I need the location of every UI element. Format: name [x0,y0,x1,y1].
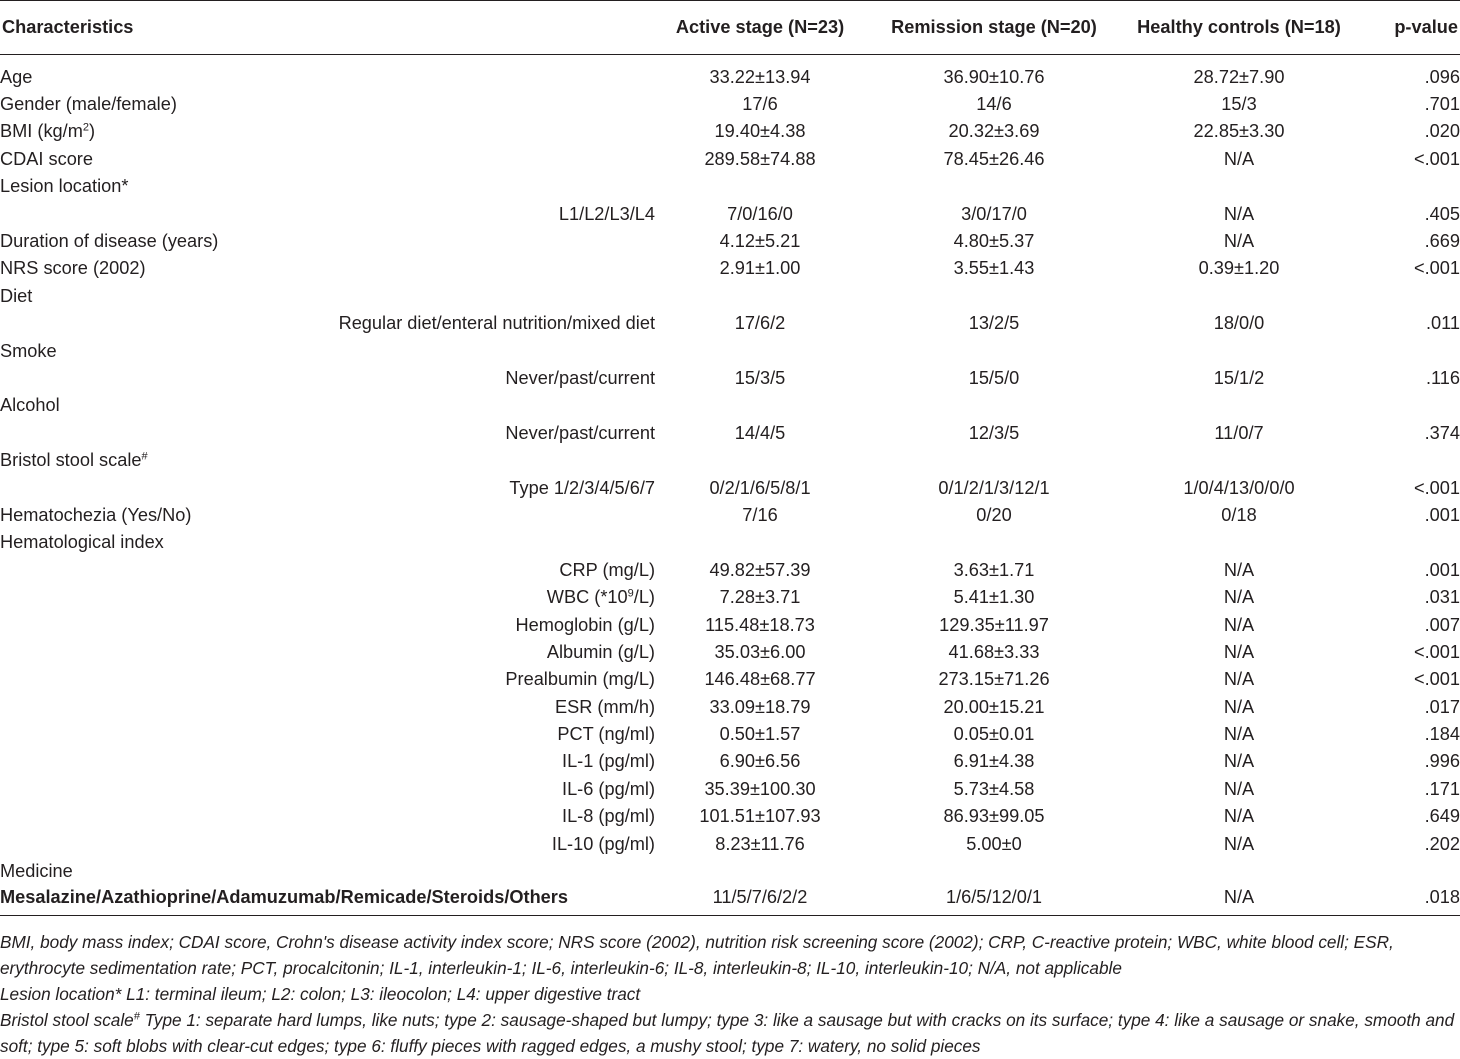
cell-pvalue: .996 [1424,751,1460,772]
row-sublabel: Albumin (g/L) [546,641,655,662]
cell-active: 35.03±6.00 [714,641,806,662]
cell-pvalue: .001 [1424,504,1460,525]
col-header-remission: Remission stage (N=20) [865,1,1123,55]
row-label: Gender (male/female) [0,94,177,115]
cell-active: 15/3/5 [734,368,786,388]
cell-active: 33.22±13.94 [709,66,811,87]
cell-pvalue: .649 [1424,806,1460,827]
table-row-group-header [0,447,1460,474]
cell-remission: 0/20 [976,504,1012,525]
table-row [0,255,1460,282]
cell-active: 17/6/2 [734,313,786,334]
group-label: Lesion location* [0,176,129,197]
cell-healthy: N/A [1223,696,1255,717]
cell-pvalue: .018 [1355,885,1460,916]
cell-remission: 36.90±10.76 [943,66,1045,87]
cell-active: 7/0/16/0 [727,203,793,224]
cell-healthy: 11/0/7 [1214,422,1264,443]
table-row [0,200,1460,227]
table-row [0,145,1460,172]
cell-pvalue: .184 [1424,724,1460,745]
superscript: 2 [82,121,89,134]
cell-healthy: N/A [1223,148,1255,169]
cell-active: 6.90±6.56 [719,751,801,772]
cell-remission: 13/2/5 [968,313,1020,334]
cell-pvalue: .031 [1424,587,1460,608]
footnote-abbreviations: BMI, body mass index; CDAI score, Crohn's disease activity index score; NRS score (2002), nutrition risk screening score (2002); CRP, C-reactive protein; WBC, white blood cell; ESR, erythrocyte sedimentation rate; PCT, procalcitonin; IL-1, interleukin-1; IL-6, interleukin-6; IL-8, interleukin-8; IL-10, interleukin-10; N/A, not applicable [0,932,1394,978]
table-row-group-header [0,173,1460,200]
footnote-bristol [0,1007,1460,1059]
table-row [0,227,1460,254]
table-row [0,748,1460,775]
row-label: Mesalazine/Azathioprine/Adamuzumab/Remicade/Steroids/Others [0,885,655,916]
cell-healthy: 15/3 [1221,94,1257,115]
cell-healthy: 28.72±7.90 [1193,66,1285,87]
cell-remission: 0.05±0.01 [953,724,1035,745]
cell-pvalue: .701 [1424,94,1460,115]
cell-active: 8.23±11.76 [715,833,805,854]
row-label-text: WBC (*10 [546,587,628,608]
cell-active: 2.91±1.00 [719,258,801,279]
table-row [0,830,1460,857]
cell-remission: 5.00±0 [966,833,1022,854]
cell-pvalue: .096 [1424,66,1460,87]
col-header-healthy: Healthy controls (N=18) [1123,1,1355,55]
cell-healthy: 0/18 [1221,504,1257,525]
row-label: CDAI score [0,148,93,169]
table-row [0,55,1460,91]
group-label: Alcohol [0,395,60,416]
row-sublabel: L1/L2/L3/L4 [558,203,655,224]
cell-remission: 0/1/2/1/3/12/1 [938,477,1050,498]
cell-pvalue: .405 [1424,203,1460,224]
cell-remission: 5.41±1.30 [953,587,1035,608]
row-sublabel: IL-1 (pg/ml) [562,751,655,772]
cell-active: 0.50±1.57 [719,724,801,745]
table-row-group-header [0,392,1460,419]
cell-active: 4.12±5.21 [719,231,801,252]
table-row [0,584,1460,611]
cell-active: 7/16 [742,504,778,525]
cell-active: 7.28±3.71 [719,587,801,608]
cell-active: 19.40±4.38 [714,121,806,142]
row-label-text: BMI (kg/m [0,121,83,142]
cell-pvalue: .116 [1425,368,1460,388]
footnote-lesion: Lesion location* L1: terminal ileum; L2: colon; L3: ileocolon; L4: upper digestive tract [0,984,641,1004]
table-footnotes [0,929,1460,1059]
cell-remission: 20.00±15.21 [943,696,1045,717]
cell-healthy: 22.85±3.30 [1193,121,1285,142]
cell-pvalue: .017 [1424,696,1460,717]
table-row [0,501,1460,528]
group-label: Smoke [0,340,57,361]
group-label: Medicine [0,861,73,882]
cell-healthy: 18/0/0 [1213,313,1265,334]
row-sublabel [0,584,655,611]
row-sublabel: Never/past/current [505,422,655,443]
group-label: Hematological index [0,532,164,553]
group-label [0,447,655,474]
cell-remission: 6.91±4.38 [953,751,1035,772]
row-label: Duration of disease (years) [0,231,219,252]
cell-remission: 14/6 [976,94,1012,115]
table-row-group-header [0,857,1460,884]
table-header-row [0,1,1460,55]
cell-healthy: N/A [1123,885,1355,916]
cell-remission: 15/5/0 [968,368,1020,388]
cell-active: 35.39±100.30 [704,778,816,799]
table-row [0,611,1460,638]
cell-remission: 86.93±99.05 [943,806,1045,827]
row-sublabel: IL-8 (pg/ml) [562,806,655,827]
cell-active: 115.48±18.73 [705,614,815,635]
cell-remission: 12/3/5 [968,422,1020,443]
table-row [0,666,1460,693]
superscript: # [133,1010,140,1023]
cell-remission: 78.45±26.46 [943,148,1045,169]
row-sublabel: PCT (ng/ml) [557,724,655,745]
row-label: NRS score (2002) [0,258,146,279]
cell-healthy: N/A [1223,614,1255,635]
cell-healthy: 15/1/2 [1213,368,1265,388]
cell-remission: 273.15±71.26 [938,669,1050,690]
row-label-end: /L) [633,587,655,608]
cell-pvalue: <.001 [1413,669,1460,690]
row-sublabel: Regular diet/enteral nutrition/mixed diet [338,313,655,334]
row-label: Age [0,66,33,87]
cell-active: 17/6 [742,94,778,115]
cell-pvalue: <.001 [1413,477,1460,498]
table-row [0,474,1460,501]
group-label-text: Bristol stool scale [0,450,142,471]
cell-remission: 3/0/17/0 [961,203,1027,224]
cell-healthy: N/A [1223,231,1255,252]
table-row [0,118,1460,145]
cell-healthy: N/A [1223,806,1255,827]
group-label: Diet [0,285,33,306]
cell-remission: 3.63±1.71 [953,559,1035,580]
cell-healthy: N/A [1223,833,1255,854]
row-sublabel: Prealbumin (mg/L) [505,669,655,690]
cell-remission: 20.32±3.69 [948,121,1040,142]
row-sublabel: CRP (mg/L) [559,559,655,580]
cell-healthy: N/A [1223,587,1255,608]
cell-pvalue: .171 [1424,778,1460,799]
cell-healthy: N/A [1223,751,1255,772]
table-row [0,803,1460,830]
table-row [0,419,1460,446]
table-row [0,720,1460,747]
cell-pvalue: .669 [1424,231,1460,252]
cell-remission: 129.35±11.97 [939,614,1049,635]
cell-active: 33.09±18.79 [709,696,811,717]
table-row [0,91,1460,118]
table-row-group-header [0,529,1460,556]
table-row [0,556,1460,583]
cell-remission: 5.73±4.58 [953,778,1035,799]
cell-pvalue: .001 [1424,559,1460,580]
cell-healthy: N/A [1223,203,1255,224]
superscript: # [141,450,148,463]
cell-active: 14/4/5 [734,422,786,443]
row-sublabel: Hemoglobin (g/L) [515,614,655,635]
superscript: 9 [627,587,634,600]
cell-pvalue: <.001 [1413,148,1460,169]
row-sublabel: Type 1/2/3/4/5/6/7 [509,477,655,498]
cell-active: 101.51±107.93 [699,806,821,827]
cell-remission: 1/6/5/12/0/1 [865,885,1123,916]
cell-pvalue: .374 [1424,422,1460,443]
cell-pvalue: <.001 [1413,641,1460,662]
cell-healthy: N/A [1223,724,1255,745]
table-row [0,638,1460,665]
cell-active: 0/2/1/6/5/8/1 [709,477,811,498]
cell-pvalue: .007 [1424,614,1460,635]
table-row [0,310,1460,337]
footnote-bristol-label: Bristol stool scale [0,1010,134,1030]
table-row [0,775,1460,802]
cell-healthy: N/A [1223,559,1255,580]
row-sublabel: ESR (mm/h) [554,696,655,717]
cell-remission: 4.80±5.37 [953,231,1035,252]
table-row-group-header [0,337,1460,364]
cell-active: 11/5/7/6/2/2 [655,885,865,916]
col-header-characteristics: Characteristics [0,1,655,55]
cell-pvalue: .020 [1424,121,1460,142]
cell-active: 289.58±74.88 [704,148,816,169]
table-row [0,693,1460,720]
footnote-bristol-text: Type 1: separate hard lumps, like nuts; type 2: sausage-shaped but lumpy; type 3: like a sausage but with cracks on its surface; type 4: like a sausage or snake, smooth and soft; type 5: soft blobs with clear-cut edges; type 6: fluffy pieces with ragged edges, a mushy stool; type 7: watery, no solid pieces [0,1010,1455,1056]
cell-healthy: 1/0/4/13/0/0/0 [1183,477,1295,498]
cell-healthy: N/A [1223,778,1255,799]
row-sublabel: IL-6 (pg/ml) [562,778,655,799]
cell-remission: 3.55±1.43 [953,258,1035,279]
cell-healthy: N/A [1223,669,1255,690]
cell-pvalue: .202 [1424,833,1460,854]
cell-pvalue: <.001 [1413,258,1460,279]
col-header-active: Active stage (N=23) [655,1,865,55]
row-sublabel: Never/past/current [505,368,655,388]
cell-healthy: N/A [1223,641,1255,662]
table-row [0,364,1460,391]
row-label-end: ) [88,121,96,142]
cell-active: 146.48±68.77 [704,669,816,690]
table-row [0,885,1460,916]
cell-healthy: 0.39±1.20 [1198,258,1280,279]
cell-remission: 41.68±3.33 [948,641,1040,662]
cell-active: 49.82±57.39 [709,559,811,580]
row-sublabel: IL-10 (pg/ml) [551,833,655,854]
row-label [0,118,655,145]
col-header-pvalue: p-value [1355,1,1460,55]
cell-pvalue: .011 [1425,313,1460,334]
row-label: Hematochezia (Yes/No) [0,504,192,525]
table-row-group-header [0,282,1460,309]
